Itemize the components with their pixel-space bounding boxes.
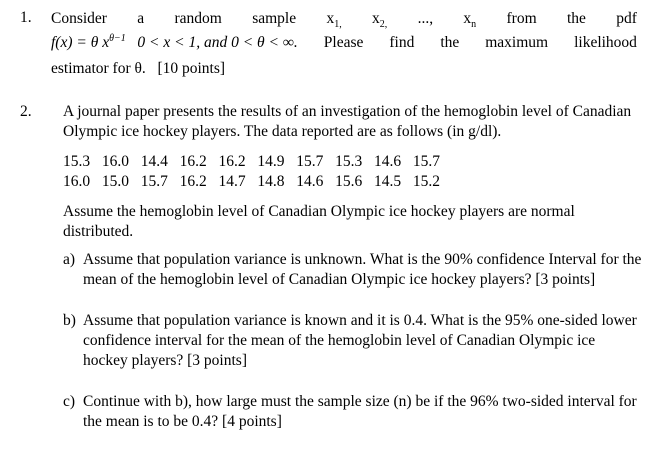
data-row-2: 16.0 15.0 15.7 16.2 14.7 14.8 14.6 15.6 14.5 15.2 <box>63 173 440 190</box>
q1-word: the <box>566 10 586 27</box>
pdf-domain: 0 < x < 1, and 0 < θ < ∞. <box>137 34 298 51</box>
question-2-number: 2. <box>20 103 32 120</box>
x1-subscript: 1, <box>334 19 342 31</box>
hemoglobin-data <box>63 152 643 192</box>
sub-question-label: a) <box>63 251 76 268</box>
q1-word: maximum <box>485 34 549 51</box>
x1-symbol: $x_{1,}$ <box>326 10 342 31</box>
q1-word: random <box>174 10 222 27</box>
q2-intro: A journal paper presents the results of an investigation of the hemoglobin level of Canadian Olympic ice hockey players. The data reported are as follows (in g/dl). <box>63 103 632 140</box>
sub-question-b <box>63 311 643 371</box>
q1-word: Consider <box>51 10 107 27</box>
q2-assumption: Assume the hemoglobin level of Canadian Olympic ice hockey players are normal distributed. <box>63 203 575 240</box>
question-1-line-3 <box>51 56 637 82</box>
pdf-formula: f(x) = θ $x^{\theta-1}$ 0 < x < 1, and 0 < θ < ∞. <box>51 32 298 51</box>
question-1 <box>51 8 637 82</box>
q1-points: [10 points] <box>157 60 226 77</box>
xn-symbol: $x_n$ <box>463 10 477 31</box>
xn-subscript: n <box>471 19 477 31</box>
sub-question-text: Assume that population variance is known and it is 0.4. What is the 95% one-sided lower confidence interval for the mean of the hemoglobin level of Canadian Olympic ice hockey players? [3 points] <box>83 312 637 369</box>
q1-word: a <box>137 10 145 27</box>
question-1-number: 1. <box>20 9 32 26</box>
sub-question-label: c) <box>63 393 76 410</box>
question-1-line-2 <box>51 30 637 56</box>
sub-question-a <box>63 250 643 290</box>
data-row-1: 15.3 16.0 14.4 16.2 16.2 14.9 15.7 15.3 14.6 15.7 <box>63 153 440 170</box>
q1-word: the <box>440 34 460 51</box>
q1-word: sample <box>252 10 297 27</box>
q1-word: pdf <box>616 10 637 27</box>
q1-word: Please <box>323 34 364 51</box>
question-1-line-1 <box>51 8 637 30</box>
q1-word: find <box>389 34 415 51</box>
sub-question-label: b) <box>63 312 76 329</box>
x2-subscript: 2, <box>379 19 388 31</box>
pdf-exponent: θ−1 <box>109 32 126 44</box>
q1-word: likelihood <box>574 34 637 51</box>
q1-ellipsis: ..., <box>417 10 434 27</box>
q1-word: from <box>506 10 537 27</box>
q1-estimator-text: estimator for θ. <box>51 60 146 77</box>
sub-question-text: Continue with b), how large must the sample size (n) be if the 96% two-sided interval for the mean is to be 0.4? [4 points] <box>83 393 637 430</box>
question-2 <box>63 102 643 432</box>
sub-question-c <box>63 392 643 432</box>
sub-question-text: Assume that population variance is unknown. What is the 90% confidence Interval for the mean of the hemoglobin level of Canadian Olympic ice hockey players? [3 points] <box>83 251 642 288</box>
x2-symbol: $x_{2,}$ <box>372 10 388 31</box>
